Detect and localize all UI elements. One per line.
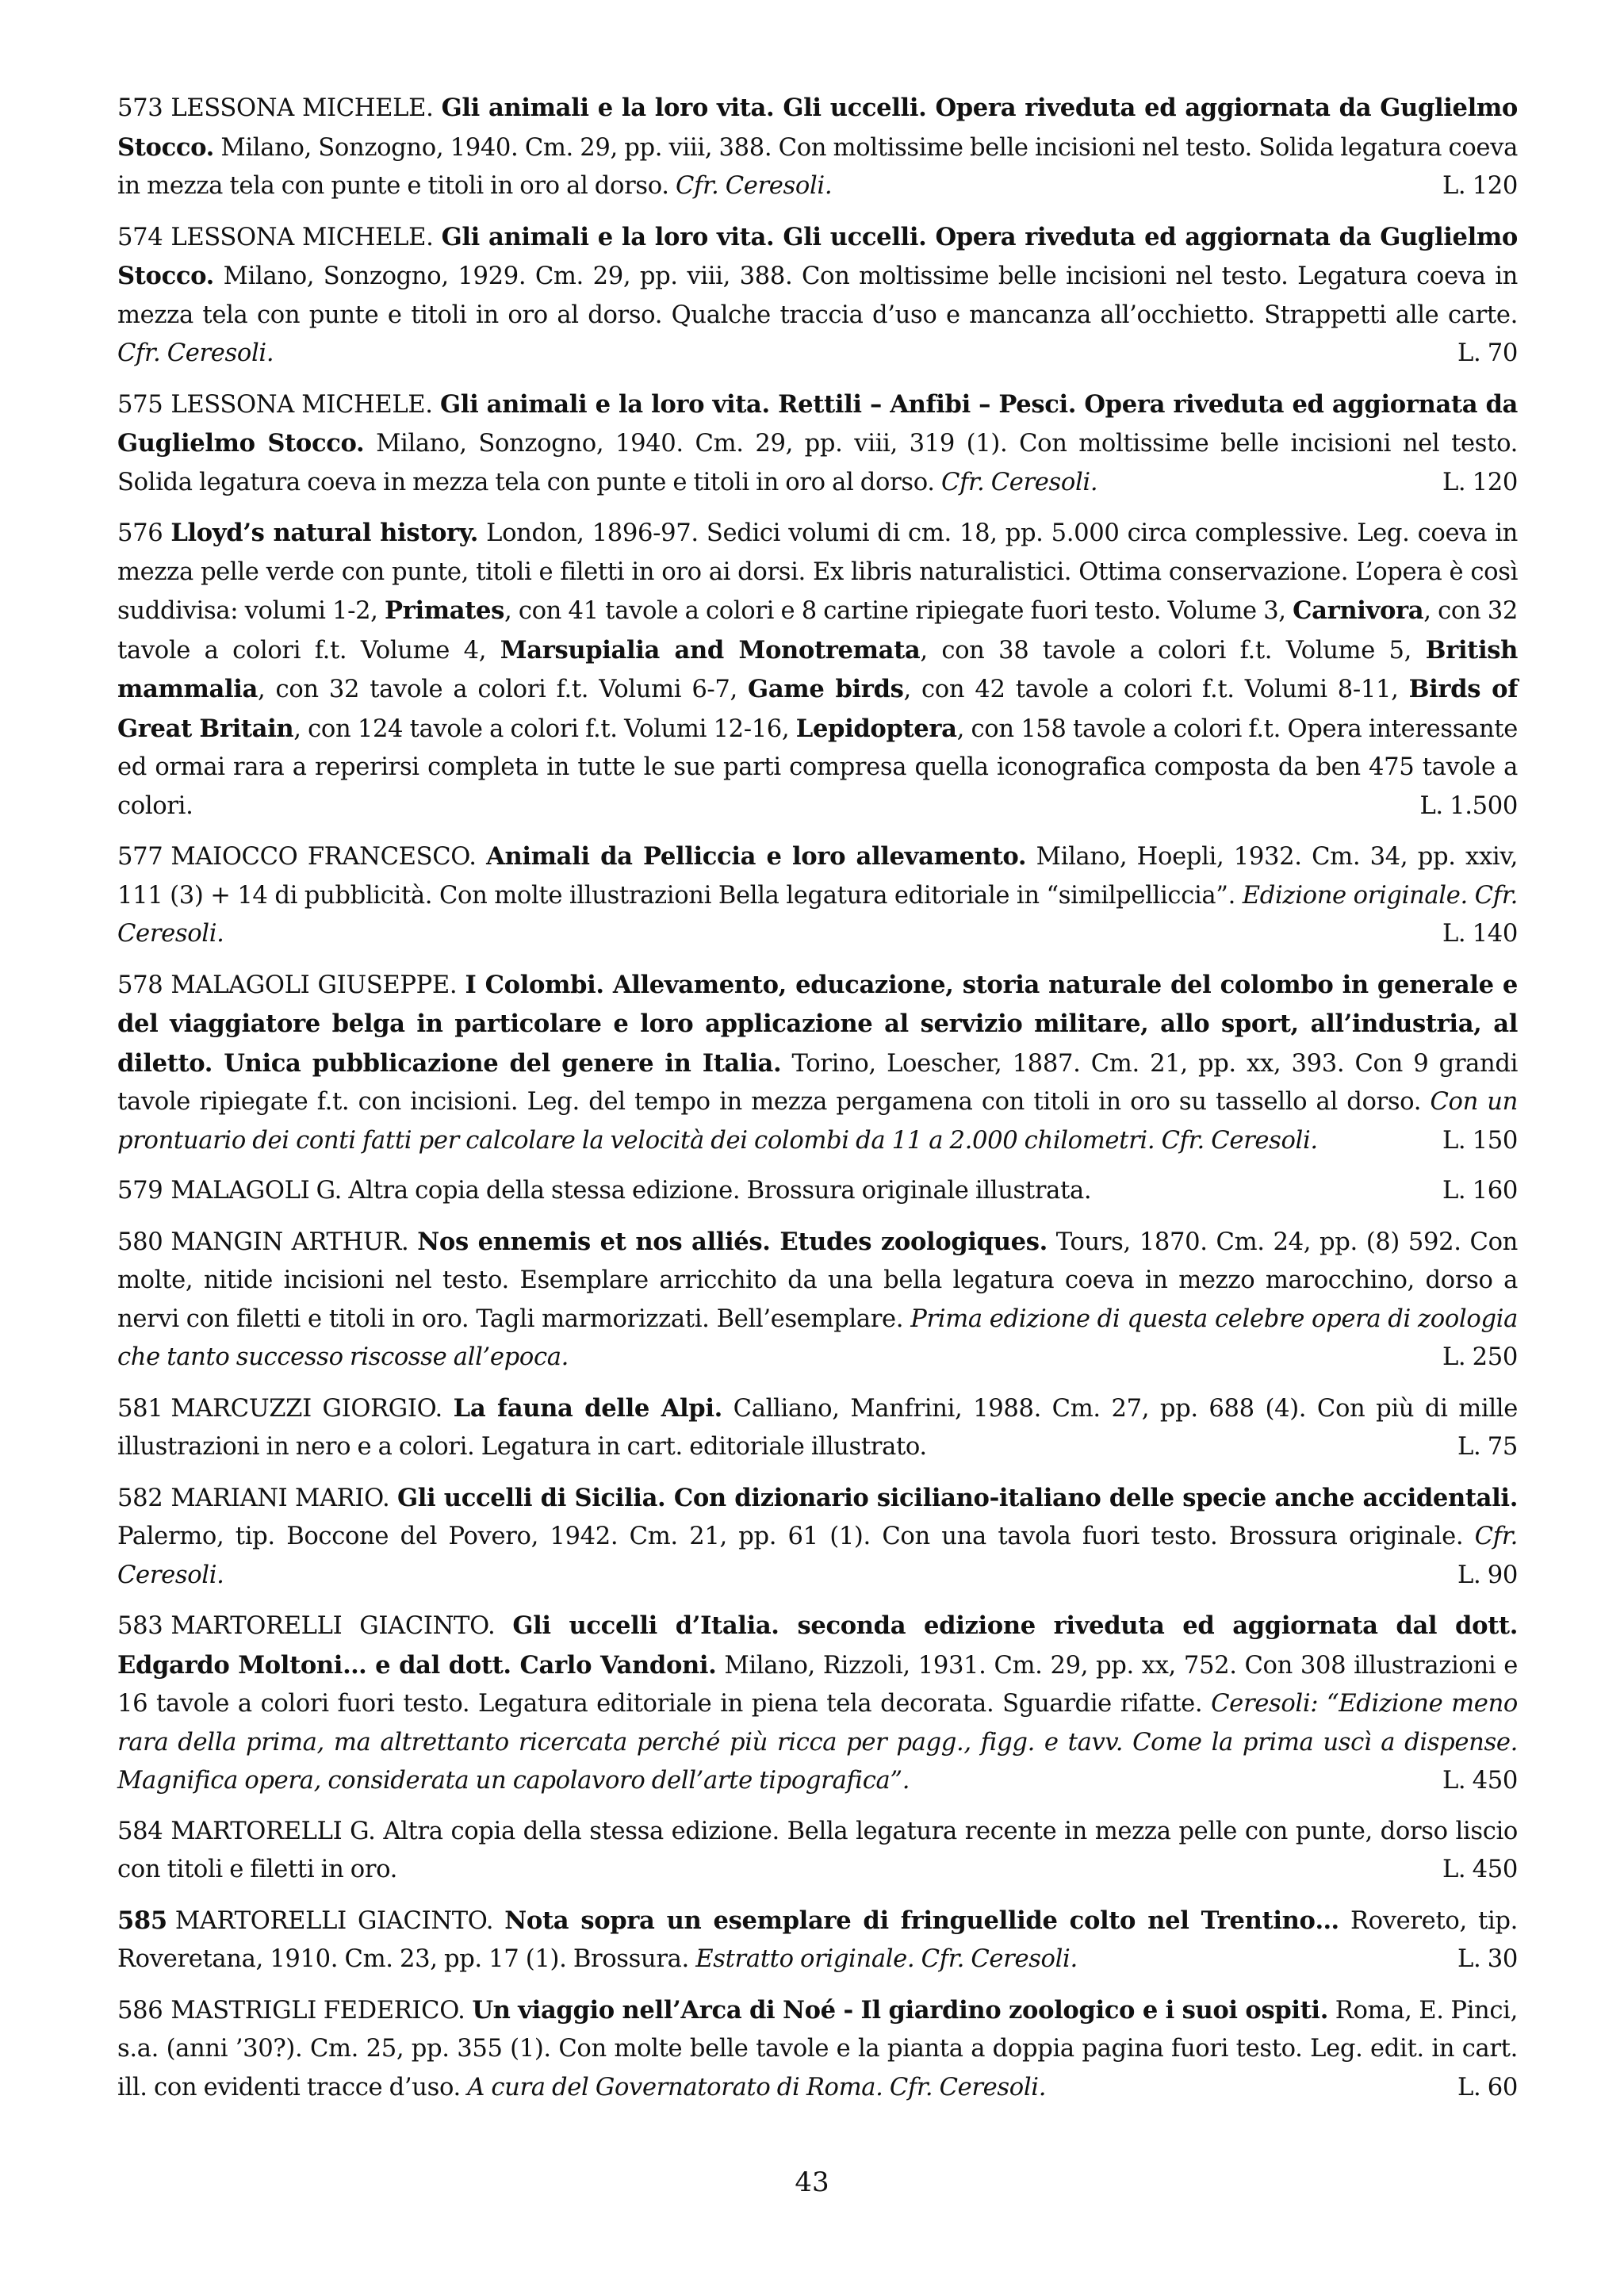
entry-title: Lloyd’s natural history. bbox=[170, 519, 479, 547]
entry-description: LESSONA MICHELE. bbox=[170, 390, 441, 419]
entry-description: MALAGOLI GIUSEPPE. bbox=[170, 971, 465, 999]
catalog-entries bbox=[117, 89, 1518, 2107]
catalog-entry bbox=[117, 514, 1518, 826]
lot-number: 586 bbox=[117, 1996, 163, 2025]
entry-title: Gli animali e la loro vita. Gli uccelli. Opera riveduta ed aggiornata da Guglielmo Stocco. bbox=[117, 222, 1518, 290]
entry-title: Gli uccelli di Sicilia. Con dizionario siciliano-italiano delle specie anche accidentali. bbox=[396, 1483, 1518, 1512]
lot-number: 574 bbox=[117, 223, 163, 251]
lot-price: L. 250 bbox=[1442, 1343, 1518, 1371]
lot-price: L. 450 bbox=[1442, 1856, 1518, 1883]
entry-note: Cfr. Ceresoli. bbox=[676, 172, 833, 200]
entry-description: , con 124 tavole a colori f.t. Volumi 12-16, bbox=[293, 715, 796, 743]
entry-title: Marsupialia and Monotremata bbox=[500, 635, 921, 665]
entry-description: Milano, Hoepli, 1932. Cm. 34, pp. xxiv, 111 (3) + 14 di pubblicità. Con molte illustrazioni Bella legatura editoriale in “similpelliccia”. bbox=[117, 843, 1518, 910]
entry-note: Cfr. Ceresoli. bbox=[117, 339, 274, 367]
lot-number: 581 bbox=[117, 1394, 163, 1423]
lot-price: L. 1.500 bbox=[1419, 791, 1518, 820]
entry-note: Con un prontuario dei conti fatti per calcolare la velocità dei colombi da 11 a 2.000 chilometri. Cfr. Ceresoli. bbox=[117, 1088, 1518, 1155]
entry-description: Roma, E. Pinci, s.a. (anni ’30?). Cm. 25, pp. 355 (1). Con molte belle tavole e la pianta a doppia pagina fuori testo. Leg. edit. in cart. ill. con evidenti tracce d’uso. bbox=[117, 1996, 1518, 2101]
entry-description: , con 32 tavole a colori f.t. Volumi 6-7, bbox=[258, 676, 749, 703]
entry-description: MARTORELLI GIACINTO. bbox=[170, 1612, 513, 1640]
lot-price: L. 120 bbox=[1442, 172, 1518, 200]
lot-price: L. 120 bbox=[1442, 468, 1518, 496]
entry-description: , con 38 tavole a colori f.t. Volume 5, bbox=[920, 636, 1426, 665]
entry-note: Cfr. Ceresoli. bbox=[941, 468, 1098, 496]
page-number: 43 bbox=[795, 2166, 829, 2198]
lot-price: L. 75 bbox=[1457, 1433, 1518, 1461]
entry-description: MANGIN ARTHUR. bbox=[170, 1228, 418, 1256]
lot-number: 580 bbox=[117, 1228, 163, 1256]
entry-description: MARIANI MARIO. bbox=[170, 1484, 397, 1512]
entry-description: MAIOCCO FRANCESCO. bbox=[170, 843, 487, 871]
lot-price: L. 30 bbox=[1457, 1945, 1518, 1973]
entry-title: La fauna delle Alpi. bbox=[453, 1393, 722, 1423]
entry-description: Rovereto, tip. Roveretana, 1910. Cm. 23, pp. 17 (1). Brossura. bbox=[117, 1906, 1518, 1973]
lot-price: L. 140 bbox=[1442, 920, 1518, 948]
lot-number: 584 bbox=[117, 1817, 163, 1845]
entry-description: Torino, Loescher, 1887. Cm. 21, pp. xx, 393. Con 9 grandi tavole ripiegate f.t. con incisioni. Leg. del tempo in mezza pergamena con titoli in oro su tassello al dorso. bbox=[117, 1049, 1519, 1116]
entry-note: A cura del Governatorato di Roma. Cfr. Ceresoli. bbox=[467, 2073, 1047, 2101]
catalog-entry bbox=[117, 385, 1518, 503]
lot-price: L. 60 bbox=[1457, 2073, 1518, 2101]
entry-description: MASTRIGLI FEDERICO. bbox=[170, 1996, 473, 2025]
catalog-entry bbox=[117, 218, 1518, 374]
entry-description: Milano, Sonzogno, 1940. Cm. 29, pp. viii, 319 (1). Con moltissime belle incisioni nel testo. Solida legatura coeva in mezza tela con punte e titoli in oro al dorso. bbox=[117, 430, 1518, 496]
entry-description: , con 42 tavole a colori f.t. Volumi 8-11, bbox=[903, 676, 1409, 703]
catalog-entry bbox=[117, 837, 1518, 954]
entry-title: Birds of Great Britain bbox=[117, 675, 1519, 743]
catalog-entry bbox=[117, 966, 1518, 1161]
lot-price: L. 70 bbox=[1457, 339, 1518, 367]
lot-number: 582 bbox=[117, 1484, 163, 1512]
lot-number: 578 bbox=[117, 971, 163, 999]
entry-title: Nos ennemis et nos alliés. Etudes zoologiques. bbox=[417, 1227, 1048, 1256]
entry-description: , con 41 tavole a colori e 8 cartine ripiegate fuori testo. Volume 3, bbox=[504, 597, 1293, 625]
entry-description: , con 32 tavole a colori f.t. Volume 4, bbox=[117, 597, 1519, 665]
entry-title: Lepidoptera bbox=[795, 714, 957, 743]
entry-title: Nota sopra un esemplare di fringuellide colto nel Trentino… bbox=[504, 1906, 1339, 1935]
catalog-entry bbox=[117, 1172, 1518, 1211]
entry-description: Milano, Sonzogno, 1940. Cm. 29, pp. viii, 388. Con moltissime belle incisioni nel testo. Solida legatura coeva in mezza tela con punte e titoli in oro al dorso. bbox=[117, 133, 1518, 200]
entry-title: Animali da Pelliccia e loro allevamento. bbox=[486, 842, 1027, 871]
lot-number: 576 bbox=[117, 519, 163, 547]
entry-description: Tours, 1870. Cm. 24, pp. (8) 592. Con molte, nitide incisioni nel testo. Esemplare arricchito da una bella legatura coeva in mezzo marocchino, dorso a nervi con filetti e titoli in oro. Tagli marmorizzati. Bell’esemplare. bbox=[117, 1228, 1518, 1333]
lot-number: 577 bbox=[117, 843, 163, 871]
catalog-entry bbox=[117, 89, 1518, 206]
lot-price: L. 450 bbox=[1442, 1767, 1518, 1795]
lot-price: L. 150 bbox=[1442, 1126, 1518, 1155]
entry-description: MARCUZZI GIORGIO. bbox=[170, 1394, 454, 1423]
catalog-entry bbox=[117, 1902, 1518, 1979]
lot-price: L. 90 bbox=[1457, 1561, 1518, 1589]
lot-number: 573 bbox=[117, 94, 163, 122]
entry-description: London, 1896-97. Sedici volumi di cm. 18, pp. 5.000 circa complessive. Leg. coeva in mezza pelle verde con punte, titoli e filetti in oro ai dorsi. Ex libris naturalistici. Ottima conservazione. L’opera è così suddivisa: volumi 1-2, bbox=[117, 519, 1518, 625]
entry-title: Gli animali e la loro vita. Rettili – Anfibi – Pesci. Opera riveduta ed aggiornata da Guglielmo Stocco. bbox=[117, 389, 1518, 458]
catalog-entry bbox=[117, 1223, 1518, 1377]
entry-description: , con 158 tavole a colori f.t. Opera interessante ed ormai rara a reperirsi completa in tutte le sue parti compresa quella iconografica composta da ben 475 tavole a colori. bbox=[117, 715, 1518, 820]
lot-number: 575 bbox=[117, 390, 163, 419]
entry-description: Calliano, Manfrini, 1988. Cm. 27, pp. 688 (4). Con più di mille illustrazioni in nero e a colori. Legatura in cart. editoriale illustrato. bbox=[117, 1394, 1518, 1461]
catalog-entry bbox=[117, 1479, 1518, 1596]
entry-description: Milano, Rizzoli, 1931. Cm. 29, pp. xx, 752. Con 308 illustrazioni e 16 tavole a colori fuori testo. Legatura editoriale in piena tela decorata. Sguardie rifatte. bbox=[117, 1651, 1518, 1718]
entry-description: LESSONA MICHELE. bbox=[170, 94, 442, 122]
lot-price: L. 160 bbox=[1442, 1177, 1518, 1205]
lot-number: 585 bbox=[117, 1906, 167, 1935]
entry-description: LESSONA MICHELE. bbox=[170, 223, 442, 251]
entry-note: Ceresoli: “Edizione meno rara della prima, ma altrettanto ricercata perché più ricca per pagg., figg. e tavv. Come la prima uscì a dispense. Magnifica opera, considerata un capolavoro dell’arte tipografica”. bbox=[117, 1690, 1518, 1795]
catalog-entry bbox=[117, 1991, 1518, 2108]
entry-title: Gli uccelli d’Italia. seconda edizione riveduta ed aggiornata dal dott. Edgardo Moltoni… e dal dott. Carlo Vandoni. bbox=[117, 1611, 1518, 1680]
entry-note: Prima edizione di questa celebre opera di zoologia che tanto successo riscosse all’epoca. bbox=[117, 1304, 1518, 1371]
entry-title: British mammalia bbox=[117, 635, 1518, 703]
entry-description: MARTORELLI G. Altra copia della stessa edizione. Bella legatura recente in mezza pelle con punte, dorso liscio con titoli e filetti in oro. bbox=[117, 1817, 1518, 1883]
entry-note: Cfr. Ceresoli. bbox=[117, 1523, 1518, 1589]
entry-title: Carnivora bbox=[1293, 596, 1424, 625]
entry-title: I Colombi. Allevamento, educazione, storia naturale del colombo in generale e del viaggiatore belga in particolare e loro applicazione al servizio militare, allo sport, all’industria, al diletto. Unica pubblicazione del genere in Italia. bbox=[117, 970, 1518, 1078]
catalog-entry bbox=[117, 1389, 1518, 1467]
entry-title: Primates bbox=[385, 596, 504, 625]
lot-number: 579 bbox=[117, 1177, 163, 1205]
catalog-entry bbox=[117, 1813, 1518, 1890]
entry-title: Game birds bbox=[748, 675, 904, 703]
catalog-page bbox=[117, 89, 1518, 2119]
entry-description: Milano, Sonzogno, 1929. Cm. 29, pp. viii, 388. Con moltissime belle incisioni nel testo. Legatura coeva in mezza tela con punte e titoli in oro al dorso. Qualche traccia d’uso e mancanza all’occhietto. Strappetti alle carte. bbox=[117, 262, 1518, 329]
entry-title: Gli animali e la loro vita. Gli uccelli. Opera riveduta ed aggiornata da Guglielmo Stocco. bbox=[117, 94, 1518, 162]
entry-note: Estratto originale. Cfr. Ceresoli. bbox=[695, 1945, 1078, 1973]
entry-title: Un viaggio nell’Arca di Noé - Il giardino zoologico e i suoi ospiti. bbox=[472, 1995, 1329, 2025]
entry-note: Edizione originale. Cfr. Ceresoli. bbox=[117, 881, 1518, 948]
lot-number: 583 bbox=[117, 1612, 163, 1640]
entry-description: Palermo, tip. Boccone del Povero, 1942. Cm. 21, pp. 61 (1). Con una tavola fuori testo. Brossura originale. bbox=[117, 1523, 1475, 1550]
entry-description: MALAGOLI G. Altra copia della stessa edizione. Brossura originale illustrata. bbox=[170, 1177, 1092, 1205]
entry-description: MARTORELLI GIACINTO. bbox=[174, 1906, 505, 1935]
catalog-entry bbox=[117, 1607, 1518, 1801]
